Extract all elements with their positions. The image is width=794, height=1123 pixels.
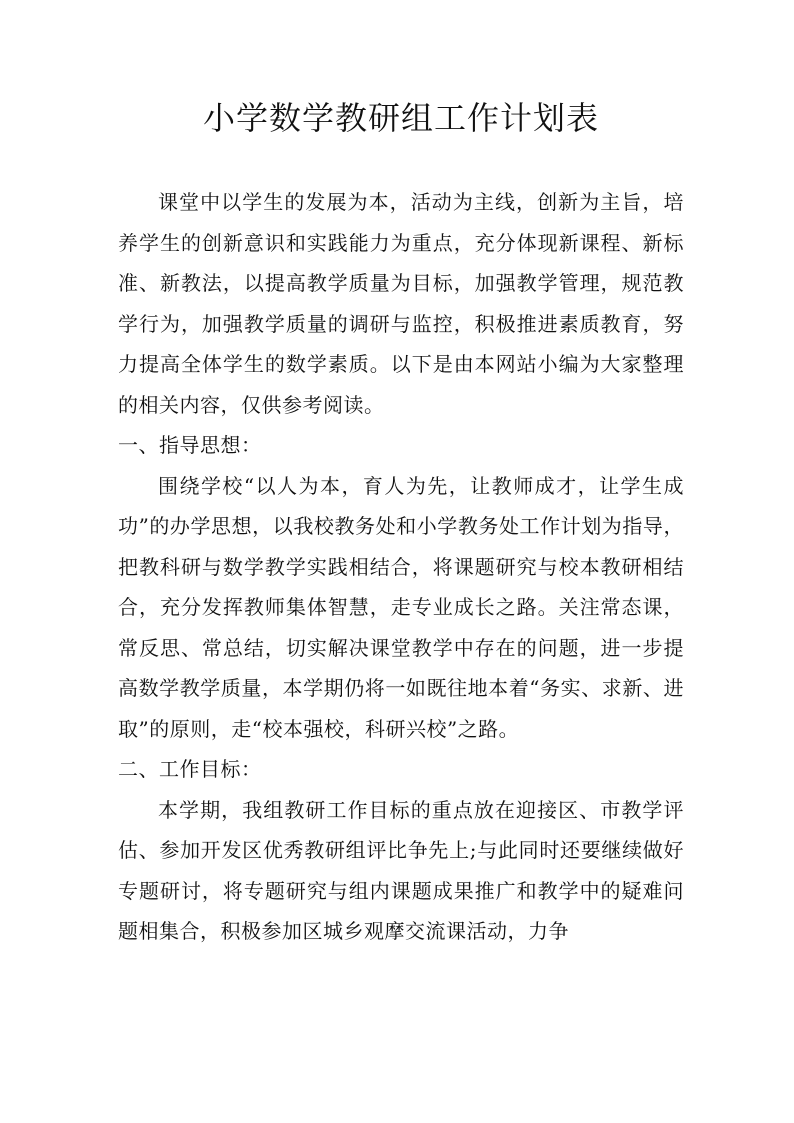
intro-paragraph: 课堂中以学生的发展为本，活动为主线，创新为主旨，培养学生的创新意识和实践能力为重点，充分体现新课程、新标准、新教法，以提高教学质量为目标，加强教学管理，规范教学行为，加强教学质量的调研与监控，积极推进素质教育，努力提高全体学生的数学素质。以下是由本网站小编为大家整理的相关内容，仅供参考阅读。 [118,190,684,417]
guiding-ideology-paragraph: 围绕学校“以人为本，育人为先，让教师成才，让学生成功”的办学思想，以我校教务处和小学教务处工作计划为指导，把教科研与数学教学实践相结合，将课题研究与校本教研相结合，充分发挥教师集体智慧，走专业成长之路。关注常态课，常反思、常总结，切实解决课堂教学中存在的问题，进一步提高数学教学质量，本学期仍将一如既往地本着“务实、求新、进取”的原则，走“校本强校，科研兴校”之路。 [118,473,684,741]
section-heading-guiding-ideology: 一、指导思想： [118,433,262,457]
document-title: 小学数学教研组工作计划表 [202,99,599,137]
section-heading-work-goals: 二、工作目标： [118,757,262,781]
work-goals-paragraph: 本学期，我组教研工作目标的重点放在迎接区、市教学评估、参加开发区优秀教研组评比争先上;与此同时还要继续做好专题研讨，将专题研究与组内课题成果推广和教学中的疑难问题相集合，积极参加区城乡观摩交流课活动，力争 [118,797,684,943]
